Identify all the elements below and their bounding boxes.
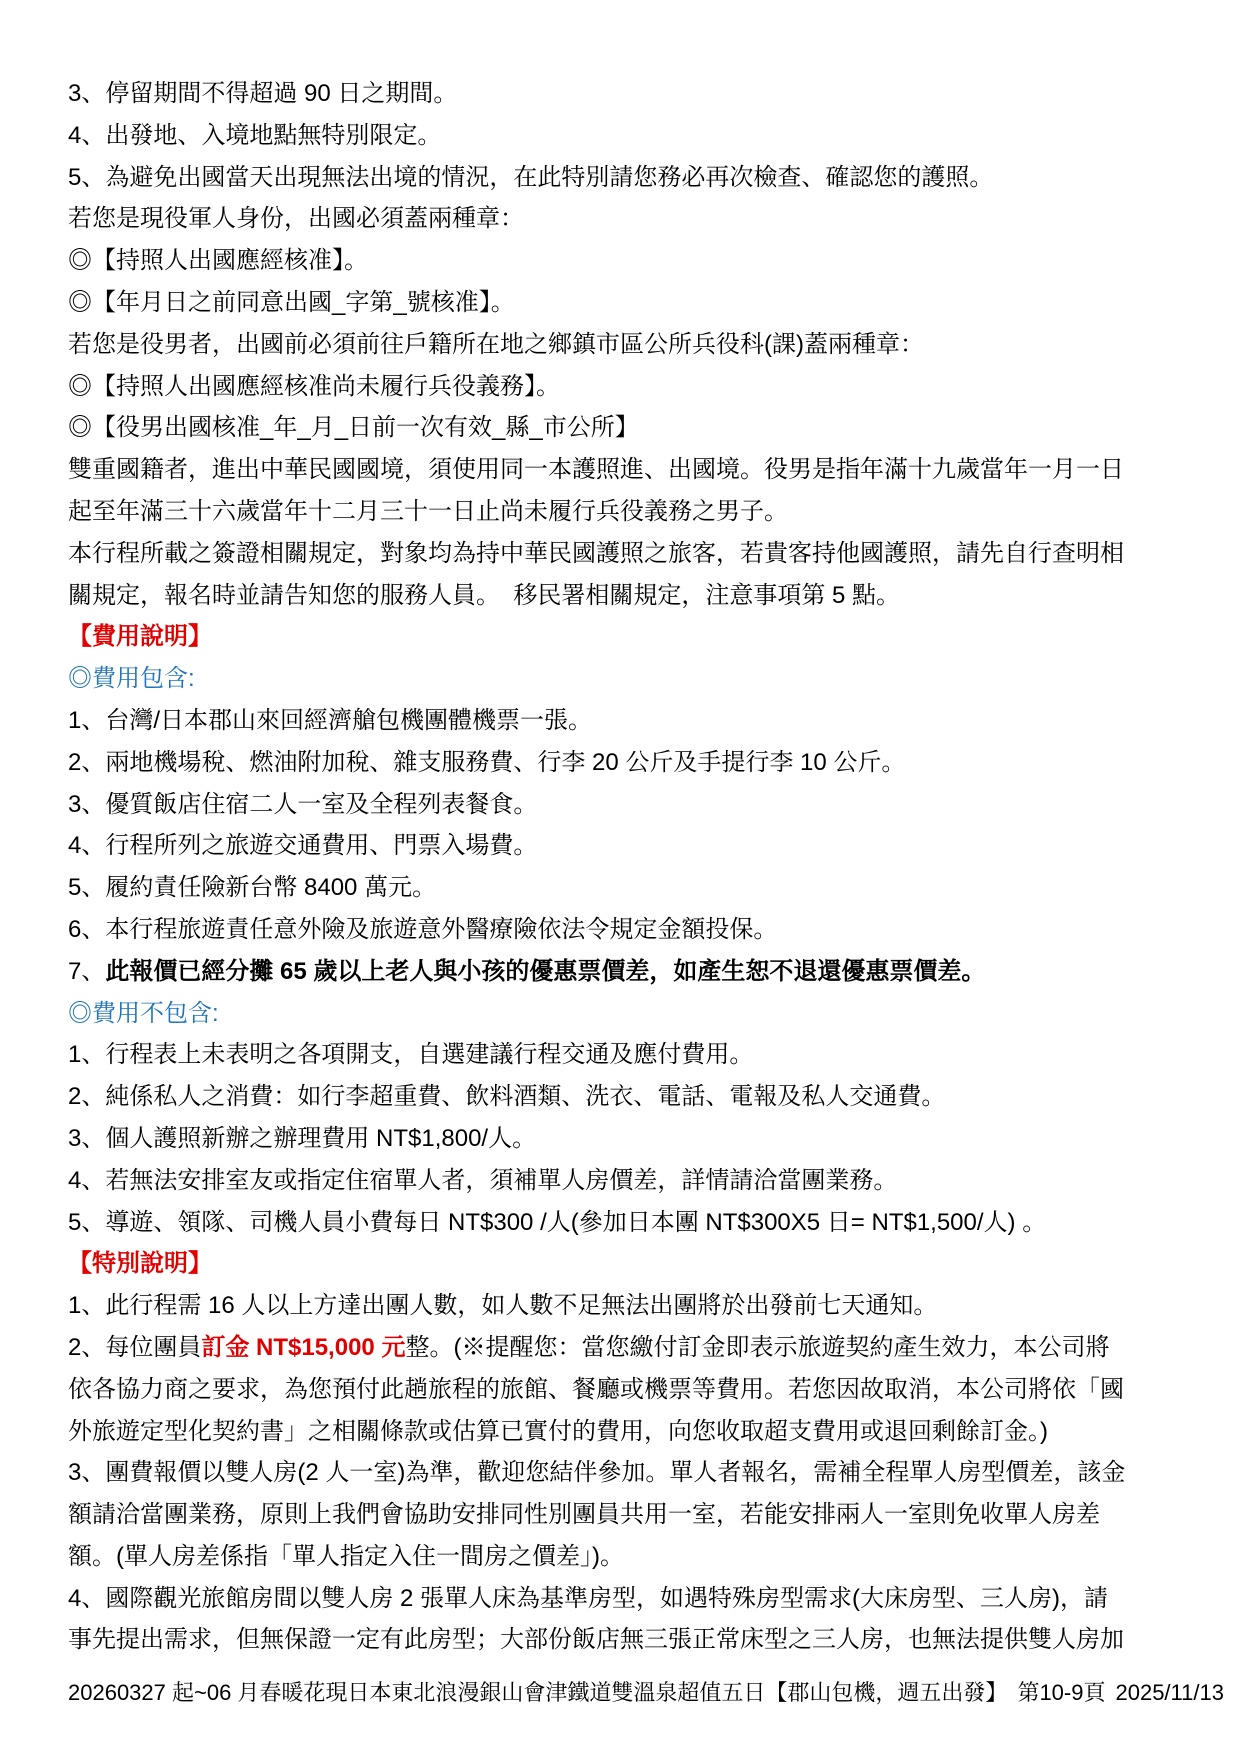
special-item-2-line-2	[68, 1369, 1179, 1411]
section-heading-fee	[68, 616, 1179, 658]
text-run-red-bold: 【特別說明】	[68, 1250, 212, 1278]
document-lines	[68, 73, 1179, 1661]
visa-rule-3	[68, 73, 1179, 115]
text-run: ◎【役男出國核准_年_月_日前一次有效_縣_市公所】	[68, 414, 639, 442]
text-run: 5、履約責任險新台幣 8400 萬元。	[68, 874, 437, 902]
text-run: 1、行程表上未表明之各項開支，自選建議行程交通及應付費用。	[68, 1041, 754, 1069]
text-run: 1、此行程需 16 人以上方達出團人數，如人數不足無法出團將於出發前七天通知。	[68, 1292, 938, 1320]
military-stamp-2	[68, 282, 1179, 324]
fee-include-item-4	[68, 825, 1179, 867]
footer-page-number: 第10-9頁	[1017, 1680, 1106, 1705]
dual-nationality-line-1	[68, 449, 1179, 491]
text-run: ◎【持照人出國應經核准尚未履行兵役義務】。	[68, 372, 560, 400]
visa-rule-4	[68, 115, 1179, 157]
text-run: 3、優質飯店住宿二人一室及全程列表餐食。	[68, 790, 538, 818]
text-run: 7、	[68, 957, 106, 985]
text-run: 整。(※提醒您：當您繳付訂金即表示旅遊契約產生效力，本公司將	[405, 1333, 1110, 1361]
fee-exclude-item-2	[68, 1076, 1179, 1118]
military-stamp-1	[68, 240, 1179, 282]
draftee-stamp-2	[68, 407, 1179, 449]
footer-trip-title: 20260327 起~06 月春暖花現日本東北浪漫銀山會津鐵道雙溫泉超值五日【郡山包機，週五出發】	[68, 1680, 1008, 1705]
text-run: ◎【持照人出國應經核准】。	[68, 247, 368, 275]
text-run: 4、若無法安排室友或指定住宿單人者，須補單人房價差，詳情請洽當團業務。	[68, 1166, 898, 1194]
text-run: 3、個人護照新辦之辦理費用 NT$1,800/人。	[68, 1124, 537, 1152]
fee-exclude-item-1	[68, 1034, 1179, 1076]
text-run: 外旅遊定型化契約書」之相關條款或估算已實付的費用，向您收取超支費用或退回剩餘訂金。)	[68, 1417, 1048, 1445]
text-run: 5、為避免出國當天出現無法出境的情況，在此特別請您務必再次檢查、確認您的護照。	[68, 163, 994, 191]
text-run-blue: ◎費用不包含:	[68, 999, 219, 1027]
visa-regulation-line-2	[68, 575, 1179, 617]
text-run: 4、行程所列之旅遊交通費用、門票入場費。	[68, 832, 538, 860]
draftee-stamp-1	[68, 366, 1179, 408]
fee-include-item-5	[68, 867, 1179, 909]
page-footer	[68, 1678, 1224, 1708]
text-run-red-bold: 訂金 NT$15,000 元	[201, 1333, 406, 1361]
fee-include-item-3	[68, 784, 1179, 826]
special-item-2-line-1	[68, 1327, 1179, 1369]
text-run: 起至年滿三十六歲當年十二月三十一日止尚未履行兵役義務之男子。	[68, 497, 788, 525]
fee-exclude-item-4	[68, 1160, 1179, 1202]
text-run: 4、國際觀光旅館房間以雙人房 2 張單人床為基準房型，如遇特殊房型需求(大床房型、三人房)，請	[68, 1584, 1109, 1612]
special-item-4-line-1	[68, 1578, 1179, 1620]
text-run: 本行程所載之簽證相關規定，對象均為持中華民國護照之旅客，若貴客持他國護照，請先自行查明相	[68, 539, 1124, 567]
fee-exclude-heading	[68, 993, 1179, 1035]
text-run-bold: 此報價已經分攤 65 歲以上老人與小孩的優惠票價差，如產生恕不退還優惠票價差。	[105, 957, 986, 985]
visa-rule-5	[68, 157, 1179, 199]
text-run: ◎【年月日之前同意出國_字第_號核准】。	[68, 288, 515, 316]
draftee-note	[68, 324, 1179, 366]
text-run: 1、台灣/日本郡山來回經濟艙包機團體機票一張。	[68, 706, 593, 734]
special-item-3-line-1	[68, 1452, 1179, 1494]
text-run: 3、團費報價以雙人房(2 人一室)為準，歡迎您結伴參加。單人者報名，需補全程單人房型價差，該金	[68, 1459, 1126, 1487]
footer-date: 2025/11/13	[1115, 1680, 1224, 1705]
text-run: 2、每位團員	[68, 1333, 202, 1361]
fee-include-heading	[68, 658, 1179, 700]
text-run: 4、出發地、入境地點無特別限定。	[68, 121, 442, 149]
special-item-4-line-2	[68, 1619, 1179, 1661]
dual-nationality-line-2	[68, 491, 1179, 533]
text-run: 6、本行程旅遊責任意外險及旅遊意外醫療險依法令規定金額投保。	[68, 915, 778, 943]
text-run: 若您是役男者，出國前必須前往戶籍所在地之鄉鎮市區公所兵役科(課)蓋兩種章：	[68, 330, 924, 358]
text-run-red-bold: 【費用說明】	[68, 623, 212, 651]
fee-include-item-7	[68, 951, 1179, 993]
text-run: 5、導遊、領隊、司機人員小費每日 NT$300 /人(參加日本團 NT$300X5 日= NT$1,500/人) 。	[68, 1208, 1047, 1236]
fee-include-item-1	[68, 700, 1179, 742]
text-run: 關規定，報名時並請告知您的服務人員。 移民署相關規定，注意事項第 5 點。	[68, 581, 901, 609]
text-run: 2、兩地機場稅、燃油附加稅、雜支服務費、行李 20 公斤及手提行李 10 公斤。	[68, 748, 906, 776]
section-heading-special	[68, 1243, 1179, 1285]
military-note	[68, 198, 1179, 240]
special-item-2-line-3	[68, 1411, 1179, 1453]
special-item-3-line-3	[68, 1536, 1179, 1578]
text-run-blue: ◎費用包含:	[68, 665, 195, 693]
text-run: 3、停留期間不得超過 90 日之期間。	[68, 80, 458, 107]
text-run: 額請洽當團業務，原則上我們會協助安排同性別團員共用一室，若能安排兩人一室則免收單人房差	[68, 1501, 1100, 1529]
special-item-3-line-2	[68, 1494, 1179, 1536]
text-run: 2、純係私人之消費：如行李超重費、飲料酒類、洗衣、電話、電報及私人交通費。	[68, 1083, 946, 1111]
text-run: 依各協力商之要求，為您預付此趟旅程的旅館、餐廳或機票等費用。若您因故取消，本公司將依「國	[68, 1375, 1124, 1403]
fee-exclude-item-3	[68, 1118, 1179, 1160]
fee-include-item-2	[68, 742, 1179, 784]
special-item-1	[68, 1285, 1179, 1327]
text-run: 額。(單人房差係指「單人指定入住一間房之價差」)。	[68, 1542, 624, 1570]
fee-include-item-6	[68, 909, 1179, 951]
text-run: 若您是現役軍人身份，出國必須蓋兩種章：	[68, 205, 524, 233]
text-run: 雙重國籍者，進出中華民國國境，須使用同一本護照進、出國境。役男是指年滿十九歲當年一月一日	[68, 456, 1124, 484]
visa-regulation-line-1	[68, 533, 1179, 575]
fee-exclude-item-5	[68, 1202, 1179, 1244]
text-run: 事先提出需求，但無保證一定有此房型；大部份飯店無三張正常床型之三人房，也無法提供雙人房加	[68, 1626, 1124, 1654]
